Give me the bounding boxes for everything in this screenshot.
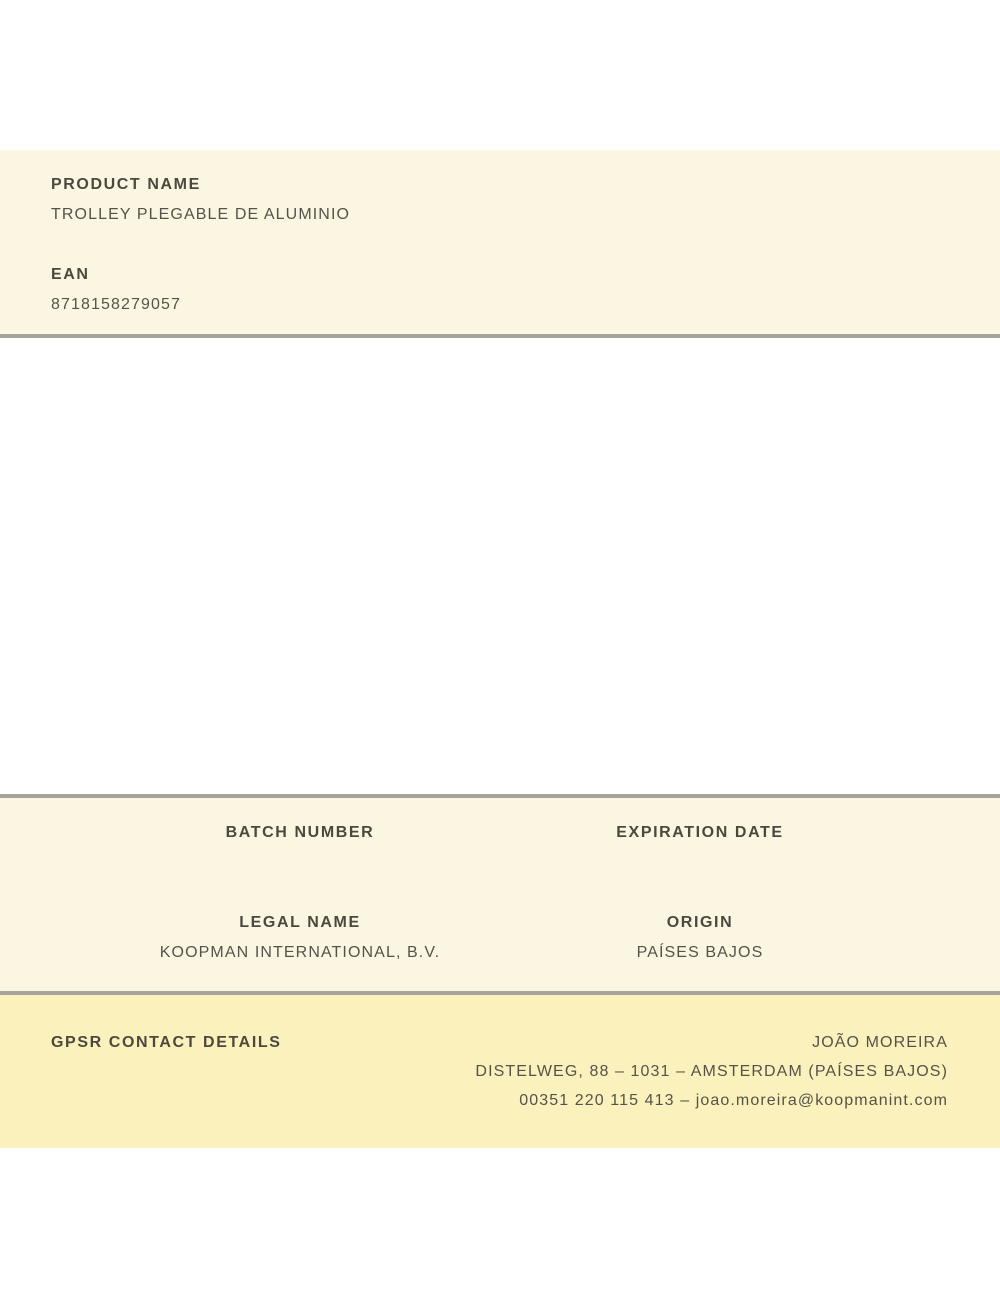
product-name-label: PRODUCT NAME [51,176,201,193]
gpsr-contact-section [0,995,1000,1148]
contact-address: DISTELWEG, 88 – 1031 – AMSTERDAM (PAÍSES BAJOS) [475,1063,948,1080]
ean-label: EAN [51,266,90,283]
expiration-origin-column [500,818,900,991]
contact-phone-email: 00351 220 115 413 – joao.moreira@koopmanint.com [519,1092,948,1109]
batch-number-value [100,848,500,908]
legal-name-value: KOOPMAN INTERNATIONAL, B.V. [159,944,441,961]
product-name-value: TROLLEY PLEGABLE DE ALUMINIO [51,206,351,223]
origin-value: PAÍSES BAJOS [636,944,764,961]
batch-origin-section [0,794,1000,995]
expiration-date-value [500,848,900,908]
contact-person-name: JOÃO MOREIRA [812,1034,948,1051]
ean-value: 8718158279057 [51,296,181,313]
product-section [0,150,1000,338]
gpsr-contact-details-label: GPSR CONTACT DETAILS [51,1034,282,1051]
batch-number-label: BATCH NUMBER [225,824,375,841]
expiration-date-label: EXPIRATION DATE [616,824,784,841]
origin-label: ORIGIN [666,914,734,931]
ean-field [51,260,949,320]
product-name-field [51,170,949,230]
batch-legal-column [100,818,500,991]
contact-details-block [475,1028,948,1115]
legal-name-label: LEGAL NAME [239,914,361,931]
